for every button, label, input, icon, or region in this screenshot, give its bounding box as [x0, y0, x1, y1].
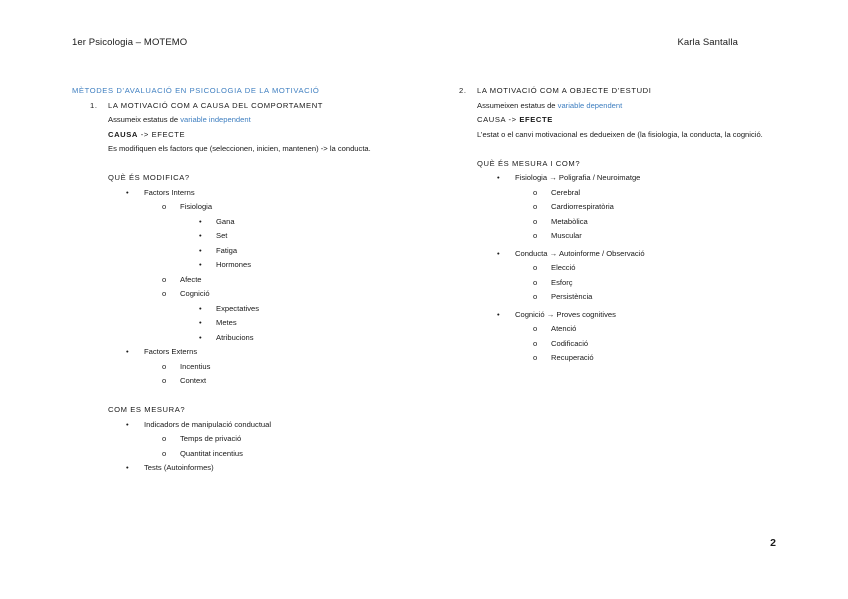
item1-status-variable: variable independent	[180, 115, 251, 124]
circle-bullet-icon: o	[533, 216, 538, 226]
item2-description: L’estat o el canvi motivacional es dedueixen de (la fisiologia, la conducta, la cognició.	[477, 129, 763, 139]
circle-bullet-icon: o	[162, 361, 167, 371]
list-item	[533, 322, 789, 337]
list-item	[162, 273, 432, 288]
item2-status-prefix: Assumeixen estatus de	[477, 100, 556, 110]
circle-bullet-icon: o	[162, 434, 167, 443]
que-es-modifica-title: QUÈ ÉS MODIFICA?	[108, 173, 190, 182]
cognicio-label: Cognició	[180, 289, 210, 298]
group-method: Proves cognitives	[556, 309, 616, 319]
list-item	[533, 229, 789, 244]
factors-externs-label: Factors Externs	[144, 347, 198, 356]
group-label: Cognició	[515, 309, 545, 319]
cognicio-item: Atribucions	[216, 332, 254, 342]
circle-bullet-icon: o	[533, 353, 538, 362]
circle-bullet-icon: o	[533, 277, 538, 287]
list-item	[199, 244, 432, 259]
item2-title: LA MOTIVACIÓ COM A OBJECTE D’ESTUDI	[477, 86, 652, 95]
group-method: Autoinforme / Observació	[558, 248, 645, 258]
bullet-icon: •	[497, 173, 500, 182]
com-es-mesura-title: COM ES MESURA?	[108, 405, 186, 414]
que-es-mesura-title: QUÈ ÉS MESURA I COM?	[477, 158, 581, 168]
bullet-icon: •	[199, 303, 202, 313]
fisiologia-item: Fatiga	[216, 245, 238, 255]
arrow-right-icon: →	[546, 309, 555, 319]
circle-bullet-icon: o	[533, 202, 538, 211]
group-conducta	[497, 247, 789, 262]
list-item	[199, 229, 432, 244]
left-column	[72, 84, 432, 476]
list-item	[533, 337, 789, 352]
list-item	[533, 200, 789, 215]
measure-item: Codificació	[551, 338, 589, 348]
header-course-title: 1er Psicologia – MOTEMO	[72, 37, 188, 48]
measure-item: Esforç	[551, 277, 573, 287]
list-item	[533, 276, 789, 291]
group-method: Poligrafia / Neuroimatge	[558, 173, 641, 182]
fisiologia-item: Gana	[216, 216, 235, 226]
bullet-icon: •	[199, 332, 202, 342]
circle-bullet-icon: o	[533, 292, 538, 301]
measure-item: Recuperació	[551, 353, 594, 362]
bullet-icon: •	[199, 231, 202, 240]
group-fisiologia	[497, 171, 789, 186]
cognicio-item: Expectatives	[216, 303, 260, 313]
list-item	[126, 345, 432, 360]
bullet-icon: •	[199, 245, 202, 255]
section-title: MÈTODES D’AVALUACIÓ EN PSICOLOGIA DE LA MOTIVACIÓ	[72, 86, 320, 95]
circle-bullet-icon: o	[533, 187, 538, 197]
measure-item: Metabòlica	[551, 216, 588, 226]
list-item	[199, 331, 432, 346]
group-label: Fisiologia	[515, 173, 548, 182]
circle-bullet-icon: o	[162, 202, 167, 211]
tests-label: Tests (Autoinformes)	[144, 463, 214, 472]
arrow-right-icon: →	[549, 248, 558, 258]
list-item	[162, 447, 432, 462]
list-item	[162, 432, 432, 447]
bullet-icon: •	[126, 347, 129, 356]
measure-item: Atenció	[551, 324, 577, 333]
list-item	[199, 316, 432, 331]
item1-efecte: -> EFECTE	[140, 129, 186, 139]
list-item	[126, 418, 432, 433]
page-number: 2	[770, 537, 776, 549]
right-column	[459, 84, 789, 366]
externs-item: Context	[180, 376, 207, 385]
list-item	[533, 215, 789, 230]
list-item	[126, 186, 432, 201]
circle-bullet-icon: o	[533, 338, 538, 348]
circle-bullet-icon: o	[533, 324, 538, 333]
measure-item: Muscular	[551, 231, 582, 240]
factors-interns-label: Factors Interns	[144, 187, 195, 197]
circle-bullet-icon: o	[162, 289, 167, 298]
circle-bullet-icon: o	[162, 274, 167, 284]
item2-number: 2.	[459, 86, 467, 95]
list-item	[533, 290, 789, 305]
item1-status-line	[108, 113, 432, 128]
list-item	[199, 302, 432, 317]
item2-efecte: EFECTE	[519, 115, 553, 124]
afecte-label: Afecte	[180, 274, 202, 284]
item1-description: Es modifiquen els factors que (seleccionen, inicien, mantenen) -> la conducta.	[108, 144, 371, 153]
item2-heading	[459, 84, 789, 99]
group-label: Conducta	[515, 248, 548, 258]
bullet-icon: •	[497, 309, 500, 319]
list-item	[533, 186, 789, 201]
measure-item: Elecció	[551, 263, 576, 272]
item2-causa: CAUSA ->	[477, 115, 517, 124]
list-item	[162, 200, 432, 215]
list-item	[162, 287, 432, 302]
item2-status-variable: variable dependent	[557, 100, 623, 110]
indicadors-item: Temps de privació	[180, 434, 242, 443]
fisiologia-label: Fisiologia	[180, 202, 213, 211]
list-item	[126, 461, 432, 476]
bullet-icon: •	[497, 248, 500, 258]
item1-title: LA MOTIVACIÓ COM A CAUSA DEL COMPORTAMENT	[108, 100, 324, 110]
list-item	[162, 374, 432, 389]
cognicio-item: Metes	[216, 318, 237, 327]
measure-item: Persistència	[551, 292, 593, 301]
item1-status-prefix: Assumeix estatus de	[108, 115, 179, 124]
bullet-icon: •	[199, 216, 202, 226]
item1-heading	[90, 99, 432, 114]
item1-causa-line	[108, 128, 432, 143]
circle-bullet-icon: o	[162, 376, 167, 385]
fisiologia-item: Hormones	[216, 260, 252, 269]
bullet-icon: •	[126, 187, 129, 197]
circle-bullet-icon: o	[533, 231, 538, 240]
bullet-icon: •	[199, 260, 202, 269]
list-item	[533, 351, 789, 366]
list-item	[199, 258, 432, 273]
circle-bullet-icon: o	[533, 263, 538, 272]
externs-item: Incentius	[180, 361, 211, 371]
measure-item: Cardiorrespiratòria	[551, 202, 614, 211]
item1-number: 1.	[90, 100, 98, 110]
indicadors-item: Quantitat incentius	[180, 448, 243, 458]
fisiologia-item: Set	[216, 231, 228, 240]
bullet-icon: •	[126, 419, 129, 429]
header-author: Karla Santalla	[677, 37, 738, 48]
item2-status-line	[477, 99, 789, 114]
indicadors-label: Indicadors de manipulació conductual	[144, 419, 272, 429]
item1-causa: CAUSA	[108, 129, 139, 139]
circle-bullet-icon: o	[162, 448, 167, 458]
list-item	[199, 215, 432, 230]
list-item	[533, 261, 789, 276]
group-cognicio	[497, 308, 789, 323]
arrow-right-icon: →	[549, 173, 557, 182]
item2-causa-line	[477, 113, 789, 128]
bullet-icon: •	[126, 463, 129, 472]
measure-item: Cerebral	[551, 187, 581, 197]
bullet-icon: •	[199, 318, 202, 327]
list-item	[162, 360, 432, 375]
